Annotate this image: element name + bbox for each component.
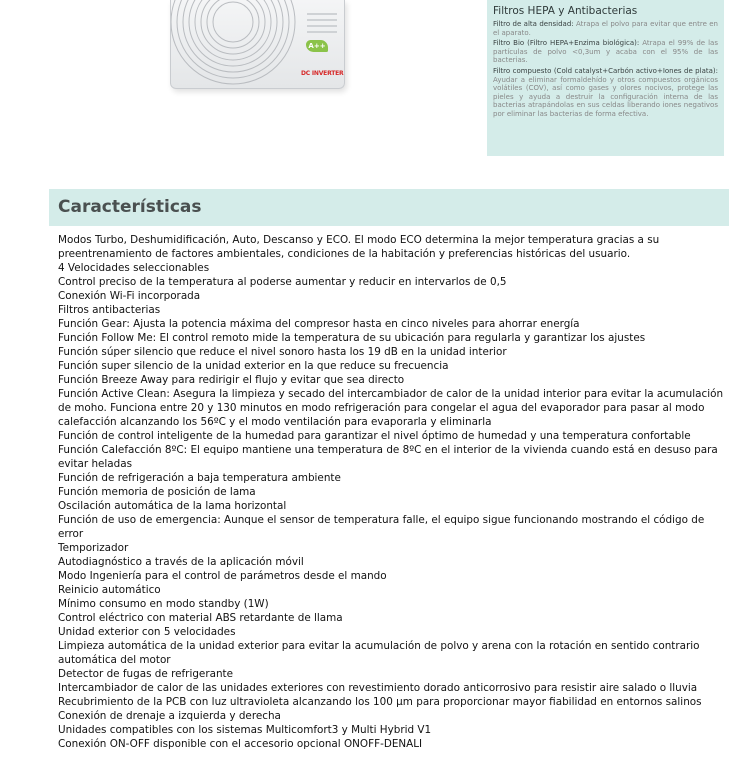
filters-title: Filtros HEPA y Antibacterias	[493, 5, 638, 17]
feature-item: Recubrimiento de la PCB con luz ultravioleta alcanzando los 100 µm para proporcionar mayor fiabilidad en entornos salinos	[58, 696, 702, 708]
feature-item: Filtros antibacterias	[58, 304, 161, 316]
feature-item: Control preciso de la temperatura al poderse aumentar y reducir en intervarlos de 0,5	[58, 276, 507, 288]
feature-item: Modo Ingeniería para el control de parámetros desde el mando	[58, 570, 387, 582]
section-header	[49, 189, 729, 226]
feature-item: Función de uso de emergencia: Aunque el sensor de temperatura falle, el equipo sigue funcionando mostrando el código de error	[58, 514, 705, 540]
feature-item: Autodiagnóstico a través de la aplicación móvil	[58, 556, 304, 568]
feature-item: Conexión ON-OFF disponible con el accesorio opcional ONOFF-DENALI	[58, 738, 423, 750]
feature-item: Función Gear: Ajusta la potencia máxima del compresor hasta en cinco niveles para ahorrar energía	[58, 318, 580, 330]
filter-item-name: Filtro compuesto (Cold catalyst+Carbón activo+Iones de plata):	[493, 66, 718, 75]
filter-item-name: Filtro de alta densidad:	[493, 20, 574, 28]
filters-box	[487, 0, 724, 156]
feature-item: 4 Velocidades seleccionables	[58, 262, 210, 274]
feature-item: Limpieza automática de la unidad exterior para evitar la acumulación de polvo y arena con la rotación en sentido contrario automática del motor	[58, 640, 700, 666]
feature-item: Oscilación automática de la lama horizontal	[58, 500, 287, 512]
feature-item: Función Follow Me: El control remoto mide la temperatura de su ubicación para regularla y garantizar los ajustes	[58, 332, 646, 344]
feature-item: Función Breeze Away para redirigir el flujo y evitar que sea directo	[58, 374, 405, 386]
feature-item: Función de refrigeración a baja temperatura ambiente	[58, 472, 341, 484]
feature-item: Unidad exterior con 5 velocidades	[58, 626, 236, 638]
feature-item: Mínimo consumo en modo standby (1W)	[58, 598, 269, 610]
feature-item: Intercambiador de calor de las unidades exteriores con revestimiento dorado anticorrosivo para resistir aire salado o lluvia	[58, 682, 698, 694]
feature-item: Modos Turbo, Deshumidificación, Auto, Descanso y ECO. El modo ECO determina la mejor temperatura gracias a su preentrenamiento de factores ambientales, condiciones de la habitación y preferencias históricas del usuario.	[58, 234, 660, 260]
feature-item: Control eléctrico con material ABS retardante de llama	[58, 612, 343, 624]
filter-item	[493, 20, 718, 37]
feature-item: Detector de fugas de refrigerante	[58, 668, 234, 680]
feature-item: Función de control inteligente de la humedad para garantizar el nivel óptimo de humedad y una temperatura confortable	[58, 430, 691, 442]
feature-item: Conexión Wi-Fi incorporada	[58, 290, 201, 302]
filter-item-name: Filtro Bio (Filtro HEPA+Enzima biológica):	[493, 39, 640, 48]
feature-item: Unidades compatibles con los sistemas Multicomfort3 y Multi Hybrid V1	[58, 724, 432, 736]
feature-item: Función memoria de posición de lama	[58, 486, 256, 498]
outdoor-unit-image	[170, 0, 345, 89]
feature-item: Conexión de drenaje a izquierda y derecha	[58, 710, 281, 722]
features-list	[58, 233, 730, 751]
section-title: Características	[58, 197, 202, 217]
filter-item-text: Atrapa el polvo para evitar que entre en el aparato.	[493, 20, 718, 37]
energy-class-badge: A++	[306, 40, 328, 52]
feature-item: Función Calefacción 8ºC: El equipo mantiene una temperatura de 8ºC en el interior de la vivienda cuando está en desuso para evitar heladas	[58, 444, 718, 470]
feature-item: Función Active Clean: Asegura la limpieza y secado del intercambiador de calor de la unidad interior para evitar la acumulación de moho. Funciona entre 20 y 130 minutos en modo refrigeración para congelar el agua del evaporador para pasar al modo calefacción alcanzando los 56ºC y el modo ventilación para evaporarla y eliminarla	[58, 388, 724, 428]
feature-item: Temporizador	[58, 542, 129, 554]
feature-item: Reinicio automático	[58, 584, 161, 596]
feature-item: Función súper silencio que reduce el nivel sonoro hasta los 19 dB en la unidad interior	[58, 346, 507, 358]
feature-item: Función super silencio de la unidad exterior en la que reduce su frecuencia	[58, 360, 449, 372]
filter-item	[493, 67, 718, 119]
filter-item-text: Ayudar a eliminar formaldehído y otros compuestos orgánicos volátiles (COV), así como gases y olores nocivos, protege las pieles y ayuda a destruir la configuración interna de las bacterias atrapándolas en sus celdas liberando iones negativos por eliminar las bacterias de forma efectiva.	[493, 75, 718, 118]
filter-item	[493, 39, 718, 65]
filter-item-text: Atrapa el 99% de las partículas de polvo <0,3um y acaba con el 95% de las bacterias.	[493, 39, 718, 65]
dc-inverter-logo: DC INVERTER	[301, 70, 344, 77]
